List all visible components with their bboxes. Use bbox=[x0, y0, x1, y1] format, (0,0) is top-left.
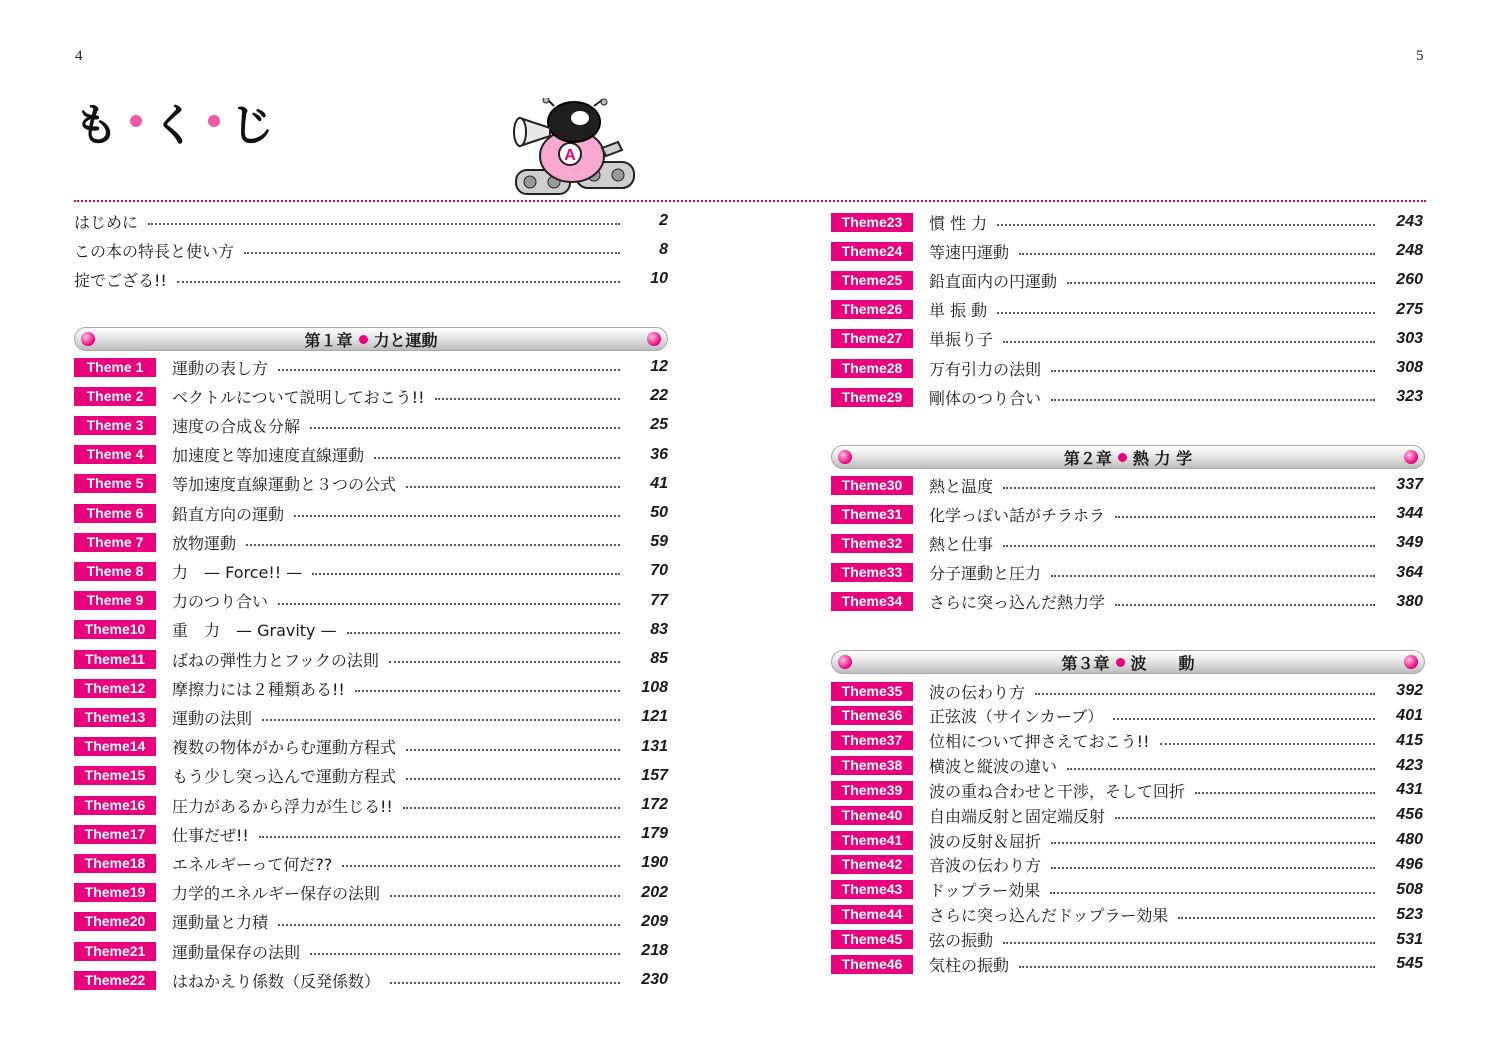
entry-title: ばねの弾性力とフックの法則 bbox=[172, 650, 379, 670]
entry-page: 260 bbox=[1396, 271, 1423, 289]
theme-badge: Theme45 bbox=[831, 930, 913, 949]
pink-ball-icon bbox=[1404, 450, 1418, 464]
entry-page: 218 bbox=[641, 942, 668, 959]
theme-badge: Theme13 bbox=[74, 708, 156, 727]
title-dot bbox=[208, 115, 220, 127]
toc-theme-entry[interactable] bbox=[74, 941, 668, 961]
svg-text:A: A bbox=[564, 147, 576, 164]
entry-title: 力 — Force!! — bbox=[172, 562, 303, 582]
toc-theme-entry[interactable] bbox=[74, 707, 668, 727]
entry-title: ベクトルについて説明しておこう!! bbox=[172, 387, 425, 407]
dot-leader bbox=[1113, 718, 1375, 720]
theme-badge: Theme41 bbox=[831, 831, 913, 850]
entry-page: 85 bbox=[650, 650, 668, 667]
toc-theme-entry[interactable] bbox=[74, 386, 668, 406]
entry-page: 12 bbox=[650, 358, 668, 375]
theme-badge: Theme40 bbox=[831, 806, 913, 825]
dot-leader bbox=[1051, 867, 1375, 869]
chapter-number: 第２章 bbox=[1063, 448, 1112, 468]
entry-title: 化学っぽい話がチラホラ bbox=[929, 505, 1106, 525]
dot-leader bbox=[406, 749, 620, 751]
chapter-name: 波 動 bbox=[1130, 653, 1195, 673]
dot-leader bbox=[262, 719, 620, 721]
toc-theme-entry[interactable] bbox=[74, 591, 668, 611]
dot-leader bbox=[1195, 792, 1375, 794]
toc-theme-entry[interactable] bbox=[831, 300, 1423, 320]
dot-leader bbox=[1051, 399, 1375, 401]
entry-page: 2 bbox=[659, 212, 668, 229]
theme-badge: Theme 9 bbox=[74, 591, 156, 610]
entry-page: 380 bbox=[1396, 592, 1423, 610]
entry-page: 531 bbox=[1396, 930, 1423, 948]
chapter-number: 第３章 bbox=[1061, 653, 1110, 673]
theme-badge: Theme16 bbox=[74, 796, 156, 815]
toc-theme-entry[interactable] bbox=[831, 805, 1423, 825]
entry-title: 力学的エネルギー保存の法則 bbox=[172, 884, 381, 904]
toc-theme-entry[interactable] bbox=[74, 503, 668, 523]
pink-dot-icon bbox=[1116, 658, 1125, 667]
dot-leader bbox=[390, 982, 620, 984]
dot-leader bbox=[1051, 370, 1375, 372]
theme-badge: Theme30 bbox=[831, 476, 913, 495]
theme-badge: Theme43 bbox=[831, 880, 913, 899]
chapter-number: 第１章 bbox=[304, 330, 353, 350]
pink-dot-icon bbox=[1118, 453, 1127, 462]
entry-title: エネルギーって何だ?? bbox=[172, 854, 333, 874]
dot-leader bbox=[259, 836, 620, 838]
pink-ball-icon bbox=[647, 332, 661, 346]
entry-title: 音波の伝わり方 bbox=[929, 856, 1042, 876]
dot-leader bbox=[1019, 253, 1375, 255]
title-divider bbox=[74, 200, 1426, 202]
dot-leader bbox=[1178, 917, 1375, 919]
theme-badge: Theme27 bbox=[831, 329, 913, 348]
entry-page: 25 bbox=[650, 416, 668, 434]
entry-page: 121 bbox=[641, 708, 668, 726]
dot-leader bbox=[1003, 487, 1375, 489]
toc-theme-entry[interactable] bbox=[831, 475, 1423, 495]
dot-leader bbox=[389, 661, 620, 663]
theme-badge: Theme23 bbox=[831, 213, 913, 232]
entry-page: 157 bbox=[641, 766, 668, 784]
theme-badge: Theme 4 bbox=[74, 445, 156, 464]
entry-page: 364 bbox=[1396, 563, 1423, 581]
toc-theme-entry[interactable] bbox=[831, 681, 1423, 701]
entry-title: はじめに bbox=[74, 212, 139, 232]
entry-page: 508 bbox=[1396, 880, 1423, 898]
toc-theme-entry[interactable] bbox=[831, 930, 1423, 950]
entry-title: さらに突っ込んだ熱力学 bbox=[929, 593, 1106, 613]
pink-ball-icon bbox=[81, 332, 95, 346]
entry-page: 36 bbox=[650, 445, 668, 463]
entry-page: 415 bbox=[1396, 731, 1423, 749]
entry-title: 摩擦力には２種類ある!! bbox=[172, 679, 345, 699]
entry-page: 431 bbox=[1396, 781, 1423, 799]
toc-theme-entry[interactable] bbox=[74, 912, 668, 932]
pink-ball-icon bbox=[838, 655, 852, 669]
toc-theme-entry[interactable] bbox=[74, 970, 668, 990]
theme-badge: Theme31 bbox=[831, 505, 913, 524]
toc-theme-entry[interactable] bbox=[831, 756, 1423, 776]
theme-badge: Theme37 bbox=[831, 731, 913, 750]
theme-badge: Theme39 bbox=[831, 781, 913, 800]
toc-theme-entry[interactable] bbox=[74, 883, 668, 903]
theme-badge: Theme28 bbox=[831, 359, 913, 378]
title-char: く bbox=[152, 100, 198, 151]
entry-page: 423 bbox=[1396, 756, 1423, 774]
theme-badge: Theme42 bbox=[831, 855, 913, 874]
toc-theme-entry[interactable] bbox=[74, 532, 668, 552]
dot-leader bbox=[1067, 768, 1375, 770]
toc-theme-entry[interactable] bbox=[74, 620, 668, 640]
toc-intro-entry[interactable] bbox=[74, 211, 668, 231]
title-dot bbox=[130, 115, 142, 127]
entry-page: 209 bbox=[641, 912, 668, 930]
toc-theme-entry[interactable] bbox=[74, 445, 668, 465]
entry-page: 41 bbox=[650, 474, 668, 492]
dot-leader bbox=[403, 807, 620, 809]
theme-badge: Theme34 bbox=[831, 592, 913, 611]
toc-theme-entry[interactable] bbox=[831, 212, 1423, 232]
toc-theme-entry[interactable] bbox=[831, 270, 1423, 290]
dot-leader bbox=[406, 486, 620, 488]
theme-badge: Theme25 bbox=[831, 271, 913, 290]
entry-title: ドップラー効果 bbox=[929, 881, 1041, 901]
title-char: じ bbox=[230, 100, 276, 151]
dot-leader bbox=[294, 515, 620, 517]
entry-page: 70 bbox=[650, 562, 668, 580]
toc-intro-entry[interactable] bbox=[74, 240, 668, 260]
entry-title: 鉛直面内の円運動 bbox=[929, 271, 1058, 291]
toc-theme-entry[interactable] bbox=[831, 830, 1423, 850]
entry-title: 正弦波（サインカーブ） bbox=[929, 707, 1104, 727]
dot-leader bbox=[1115, 604, 1375, 606]
robot-mascot-icon bbox=[510, 98, 638, 200]
entry-page: 401 bbox=[1396, 706, 1423, 724]
theme-badge: Theme14 bbox=[74, 737, 156, 756]
entry-title: 運動の表し方 bbox=[172, 358, 269, 378]
entry-title: 仕事だぜ!! bbox=[172, 825, 249, 845]
toc-intro-entry[interactable] bbox=[74, 269, 668, 289]
entry-title: 剛体のつり合い bbox=[929, 388, 1042, 408]
dot-leader bbox=[390, 895, 620, 897]
toc-theme-entry[interactable] bbox=[831, 706, 1423, 726]
theme-badge: Theme33 bbox=[831, 563, 913, 582]
theme-badge: Theme26 bbox=[831, 300, 913, 319]
entry-title: もう少し突っ込んで運動方程式 bbox=[172, 767, 397, 787]
theme-badge: Theme 5 bbox=[74, 474, 156, 493]
entry-page: 10 bbox=[650, 270, 668, 287]
dot-leader bbox=[1051, 842, 1375, 844]
entry-page: 392 bbox=[1396, 682, 1423, 699]
entry-page: 50 bbox=[650, 504, 668, 521]
theme-badge: Theme22 bbox=[74, 971, 156, 990]
entry-page: 190 bbox=[641, 854, 668, 872]
entry-title: 速度の合成＆分解 bbox=[172, 416, 301, 436]
entry-title: 運動の法則 bbox=[172, 708, 253, 728]
entry-page: 131 bbox=[641, 737, 668, 755]
entry-page: 523 bbox=[1396, 905, 1423, 923]
pink-ball-icon bbox=[1404, 655, 1418, 669]
entry-title: 鉛直方向の運動 bbox=[172, 504, 285, 524]
entry-page: 202 bbox=[641, 883, 668, 901]
entry-title: 単振り子 bbox=[929, 330, 994, 350]
entry-page: 480 bbox=[1396, 831, 1423, 849]
entry-page: 337 bbox=[1396, 476, 1423, 493]
toc-theme-entry[interactable] bbox=[831, 329, 1423, 349]
toc-theme-entry[interactable] bbox=[74, 795, 668, 815]
pink-dot-icon bbox=[359, 335, 368, 344]
chapter-name: 熱 力 学 bbox=[1132, 448, 1193, 468]
dot-leader bbox=[1115, 516, 1375, 518]
chapter-header-3[interactable] bbox=[831, 650, 1425, 674]
dot-leader bbox=[177, 281, 620, 283]
chapter-name: 力と運動 bbox=[373, 330, 438, 350]
dot-leader bbox=[246, 544, 620, 546]
dot-leader bbox=[1003, 545, 1375, 547]
theme-badge: Theme38 bbox=[831, 756, 913, 775]
pink-ball-icon bbox=[838, 450, 852, 464]
toc-theme-entry[interactable] bbox=[74, 853, 668, 873]
entry-title: 等速円運動 bbox=[929, 242, 1010, 262]
dot-leader bbox=[278, 369, 620, 371]
entry-title: 加速度と等加速度直線運動 bbox=[172, 446, 365, 466]
dot-leader bbox=[342, 865, 620, 867]
entry-title: 弦の振動 bbox=[929, 931, 994, 950]
dot-leader bbox=[1051, 575, 1375, 577]
entry-page: 344 bbox=[1396, 505, 1423, 523]
theme-badge: Theme17 bbox=[74, 825, 156, 844]
entry-title: 複数の物体がからむ運動方程式 bbox=[172, 738, 397, 758]
entry-page: 349 bbox=[1396, 534, 1423, 552]
entry-title: 運動量と力積 bbox=[172, 913, 269, 933]
entry-page: 230 bbox=[641, 971, 668, 989]
toc-theme-entry[interactable] bbox=[831, 241, 1423, 261]
chapter-header-2[interactable] bbox=[831, 445, 1425, 469]
entry-page: 108 bbox=[641, 679, 668, 697]
dot-leader bbox=[1035, 693, 1375, 695]
dot-leader bbox=[1019, 966, 1375, 968]
entry-page: 77 bbox=[650, 591, 668, 609]
dot-leader bbox=[278, 924, 620, 926]
toc-theme-entry[interactable] bbox=[831, 780, 1423, 800]
toc-theme-entry[interactable] bbox=[831, 358, 1423, 378]
theme-badge: Theme10 bbox=[74, 620, 156, 639]
dot-leader bbox=[347, 632, 620, 634]
dot-leader bbox=[1003, 942, 1375, 944]
chapter-header-1[interactable] bbox=[74, 327, 668, 351]
entry-page: 303 bbox=[1396, 329, 1423, 347]
theme-badge: Theme 2 bbox=[74, 387, 156, 406]
entry-page: 248 bbox=[1396, 242, 1423, 260]
entry-title: 分子運動と圧力 bbox=[929, 564, 1042, 584]
theme-badge: Theme12 bbox=[74, 679, 156, 698]
entry-title: 自由端反射と固定端反射 bbox=[929, 806, 1106, 826]
theme-badge: Theme 1 bbox=[74, 358, 156, 377]
toc-theme-entry[interactable] bbox=[831, 954, 1423, 974]
theme-badge: Theme15 bbox=[74, 766, 156, 785]
toc-theme-entry[interactable] bbox=[831, 880, 1423, 900]
theme-badge: Theme18 bbox=[74, 854, 156, 873]
toc-theme-entry[interactable] bbox=[831, 855, 1423, 875]
toc-theme-entry[interactable] bbox=[74, 737, 668, 757]
dot-leader bbox=[312, 573, 620, 575]
toc-theme-entry[interactable] bbox=[74, 824, 668, 844]
toc-theme-entry[interactable] bbox=[831, 592, 1423, 612]
toc-theme-entry[interactable] bbox=[831, 731, 1423, 751]
theme-badge: Theme36 bbox=[831, 706, 913, 725]
toc-theme-entry[interactable] bbox=[74, 561, 668, 581]
theme-badge: Theme20 bbox=[74, 912, 156, 931]
toc-theme-entry[interactable] bbox=[831, 533, 1423, 553]
entry-title: 熱と仕事 bbox=[929, 534, 994, 554]
theme-badge: Theme44 bbox=[831, 905, 913, 924]
dot-leader bbox=[997, 224, 1375, 226]
theme-badge: Theme19 bbox=[74, 883, 156, 902]
dot-leader bbox=[997, 312, 1375, 314]
entry-page: 496 bbox=[1396, 855, 1423, 873]
dot-leader bbox=[310, 427, 620, 429]
dot-leader bbox=[278, 603, 620, 605]
theme-badge: Theme 6 bbox=[74, 504, 156, 523]
entry-title: 力のつり合い bbox=[172, 592, 269, 612]
toc-theme-entry[interactable] bbox=[74, 649, 668, 669]
entry-title: 等加速度直線運動と３つの公式 bbox=[172, 475, 397, 495]
dot-leader bbox=[435, 398, 620, 400]
dot-leader bbox=[355, 690, 620, 692]
theme-badge: Theme24 bbox=[831, 242, 913, 261]
theme-badge: Theme21 bbox=[74, 942, 156, 961]
dot-leader bbox=[1115, 817, 1375, 819]
entry-page: 22 bbox=[650, 387, 668, 405]
entry-title: 運動量保存の法則 bbox=[172, 942, 301, 962]
entry-title: 横波と縦波の違い bbox=[929, 757, 1058, 777]
entry-title: 慣 性 力 bbox=[929, 213, 988, 233]
entry-title: 波の重ね合わせと干渉，そして回折 bbox=[929, 781, 1186, 801]
dot-leader bbox=[1160, 743, 1375, 745]
entry-title: 気柱の振動 bbox=[929, 955, 1010, 975]
entry-title: 単 振 動 bbox=[929, 301, 988, 321]
dot-leader bbox=[1003, 341, 1375, 343]
entry-title: 波の反射＆屈折 bbox=[929, 831, 1042, 851]
entry-page: 308 bbox=[1396, 359, 1423, 376]
theme-badge: Theme 7 bbox=[74, 533, 156, 552]
toc-theme-entry[interactable] bbox=[831, 905, 1423, 925]
dot-leader bbox=[1067, 282, 1375, 284]
entry-page: 179 bbox=[641, 825, 668, 843]
dot-leader bbox=[244, 252, 620, 254]
entry-page: 8 bbox=[659, 241, 668, 258]
page-number-right: 5 bbox=[1416, 48, 1424, 64]
entry-title: はねかえり係数（反発係数） bbox=[172, 971, 381, 991]
entry-title: 万有引力の法則 bbox=[929, 359, 1042, 379]
toc-theme-entry[interactable] bbox=[74, 766, 668, 786]
entry-page: 323 bbox=[1396, 388, 1423, 406]
entry-title: 掟でござる!! bbox=[74, 270, 167, 290]
toc-theme-entry[interactable] bbox=[74, 678, 668, 698]
theme-badge: Theme32 bbox=[831, 534, 913, 553]
entry-title: 波の伝わり方 bbox=[929, 682, 1026, 702]
entry-title: 放物運動 bbox=[172, 533, 237, 553]
entry-page: 456 bbox=[1396, 806, 1423, 824]
entry-page: 275 bbox=[1396, 300, 1423, 318]
theme-badge: Theme35 bbox=[831, 682, 913, 701]
dot-leader bbox=[406, 778, 620, 780]
toc-theme-entry[interactable] bbox=[831, 563, 1423, 583]
toc-theme-entry[interactable] bbox=[831, 504, 1423, 524]
entry-title: 重 力 — Gravity — bbox=[172, 621, 337, 641]
dot-leader bbox=[1050, 892, 1375, 894]
entry-page: 83 bbox=[650, 620, 668, 638]
page-number-left: 4 bbox=[75, 48, 83, 64]
entry-page: 545 bbox=[1396, 955, 1423, 973]
theme-badge: Theme11 bbox=[74, 650, 156, 669]
entry-page: 172 bbox=[641, 796, 668, 813]
theme-badge: Theme 8 bbox=[74, 562, 156, 581]
theme-badge: Theme 3 bbox=[74, 416, 156, 435]
toc-theme-entry[interactable] bbox=[831, 387, 1423, 407]
entry-title: 位相について押さえておこう!! bbox=[929, 732, 1150, 752]
title-char: も bbox=[74, 100, 120, 151]
entry-title: 圧力があるから浮力が生じる!! bbox=[172, 796, 393, 816]
entry-title: 熱と温度 bbox=[929, 476, 994, 496]
toc-theme-entry[interactable] bbox=[74, 357, 668, 377]
theme-badge: Theme29 bbox=[831, 388, 913, 407]
entry-title: さらに突っ込んだドップラー効果 bbox=[929, 906, 1169, 926]
dot-leader bbox=[374, 457, 620, 459]
entry-page: 59 bbox=[650, 533, 668, 551]
page-title bbox=[74, 95, 276, 151]
toc-theme-entry[interactable] bbox=[74, 474, 668, 494]
dot-leader bbox=[148, 223, 620, 225]
toc-theme-entry[interactable] bbox=[74, 415, 668, 435]
entry-page: 243 bbox=[1396, 213, 1423, 230]
entry-title: この本の特長と使い方 bbox=[74, 241, 235, 261]
theme-badge: Theme46 bbox=[831, 955, 913, 974]
dot-leader bbox=[310, 953, 620, 955]
